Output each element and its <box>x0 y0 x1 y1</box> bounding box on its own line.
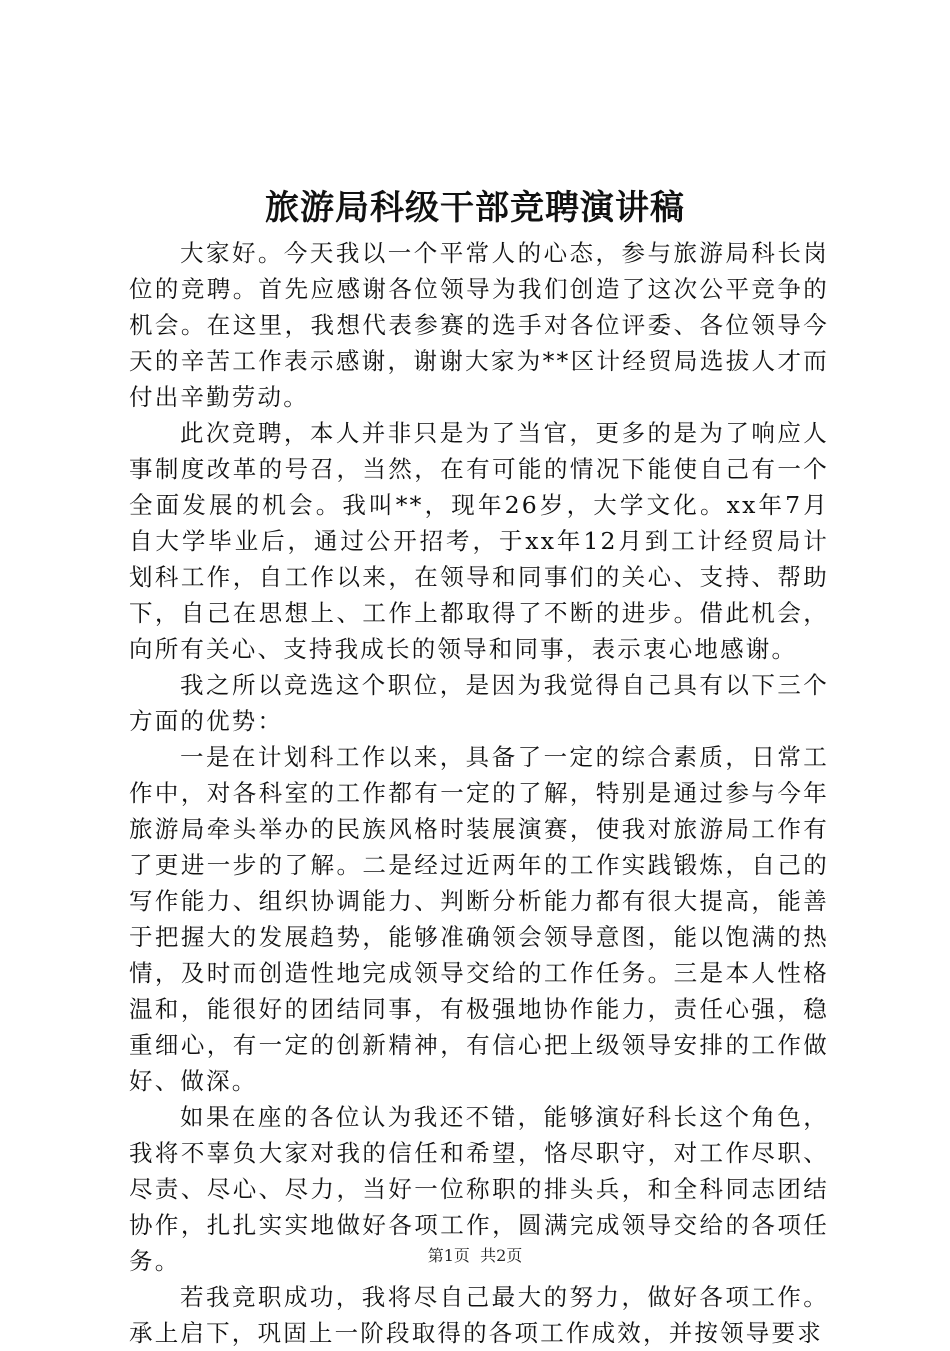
document-title: 旅游局科级干部竞聘演讲稿 <box>265 188 685 228</box>
paragraph: 大家好。今天我以一个平常人的心态，参与旅游局科长岗位的竞聘。首先应感谢各位领导为我们创造了这次公平竞争的机会。在这里，我想代表参赛的选手对各位评委、各位领导今天的辛苦工作表示感谢，谢谢大家为**区计经贸局选拔人才而付出辛勤劳动。 <box>129 239 829 411</box>
document-body <box>129 235 829 1351</box>
paragraph: 如果在座的各位认为我还不错，能够演好科长这个角色，我将不辜负大家对我的信任和希望，恪尽职守，对工作尽职、尽责、尽心、尽力，当好一位称职的排头兵，和全科同志团结协作，扎扎实实地做好各项工作，圆满完成领导交给的各项任务。 <box>129 1103 829 1275</box>
page-number: 第1页 共2页 <box>427 1246 523 1265</box>
paragraph: 若我竞职成功，我将尽自己最大的努力，做好各项工作。承上启下，巩固上一阶段取得的各项工作成效，并按领导要求 <box>129 1283 829 1347</box>
paragraph: 我之所以竞选这个职位，是因为我觉得自己具有以下三个方面的优势： <box>129 671 829 735</box>
paragraph: 一是在计划科工作以来，具备了一定的综合素质，日常工作中，对各科室的工作都有一定的了解，特别是通过参与今年旅游局牵头举办的民族风格时装展演赛，使我对旅游局工作有了更进一步的了解。二是经过近两年的工作实践锻炼，自己的写作能力、组织协调能力、判断分析能力都有很大提高，能善于把握大的发展趋势，能够准确领会领导意图，能以饱满的热情，及时而创造性地完成领导交给的工作任务。三是本人性格温和，能很好的团结同事，有极强地协作能力，责任心强，稳重细心，有一定的创新精神，有信心把上级领导安排的工作做好、做深。 <box>129 743 829 1095</box>
page-footer <box>0 1246 950 1266</box>
paragraph: 此次竞聘，本人并非只是为了当官，更多的是为了响应人事制度改革的号召，当然，在有可能的情况下能使自己有一个全面发展的机会。我叫**，现年26岁，大学文化。xx年7月自大学毕业后，通过公开招考，于xx年12月到工计经贸局计划科工作，自工作以来，在领导和同事们的关心、支持、帮助下，自己在思想上、工作上都取得了不断的进步。借此机会，向所有关心、支持我成长的领导和同事，表示衷心地感谢。 <box>129 419 829 663</box>
